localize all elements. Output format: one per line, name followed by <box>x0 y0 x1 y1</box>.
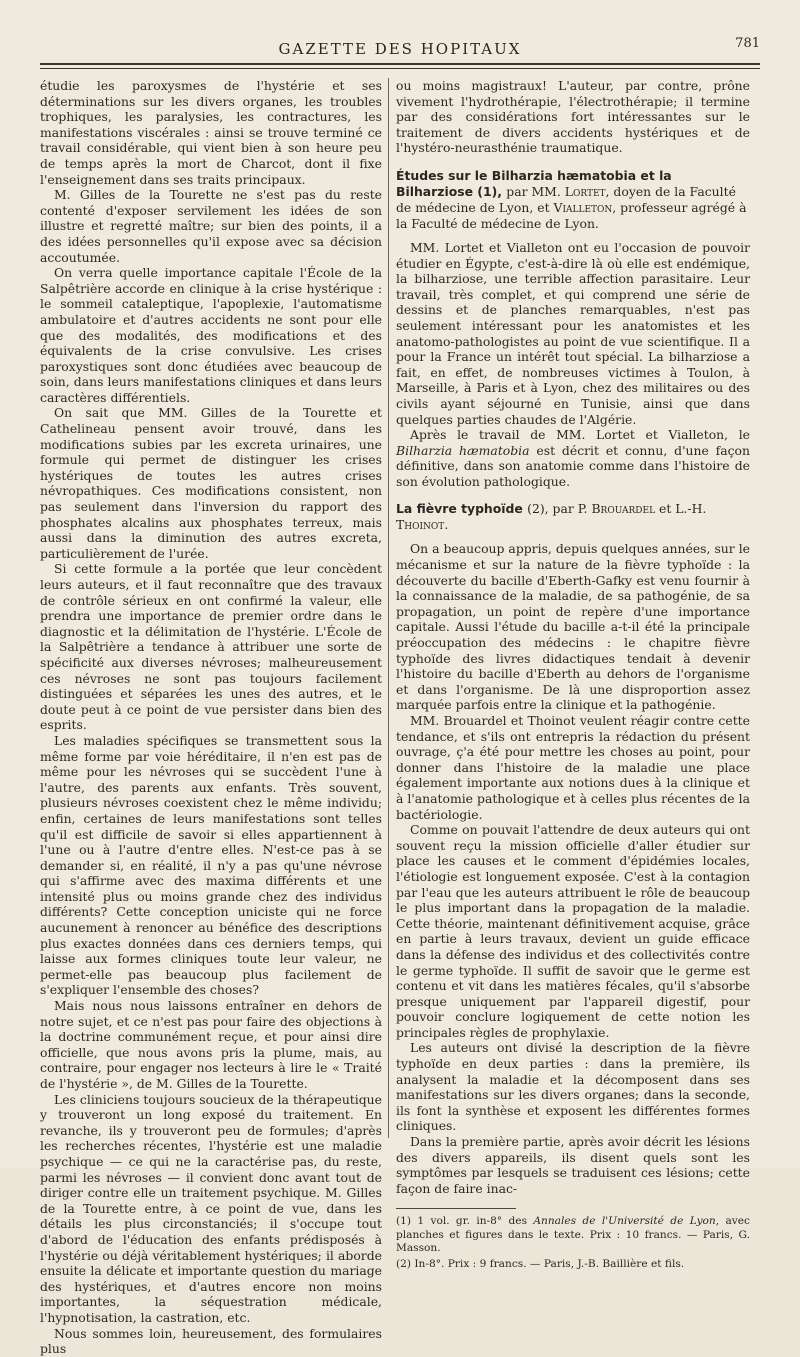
text-run: , avec planches et figures dans le texte. Prix : 10 francs. — Paris, G. Masson. <box>396 1215 750 1255</box>
paragraph: Les maladies spécifiques se transmettent sous la même forme par voie héréditaire, il n'en est pas de même pour les névroses qui se succèdent l'une à l'autre, des parents aux enfants. Très souvent, plusieurs névroses coexistent chez le même individu; enfin, certaines de leurs manifestations sont telles qu'il est difficile de savoir si elles appartiennent à l'une ou à l'autre d'entre elles. N'est-ce pas à se demander si, en réalité, il n'y a pas qu'une névrose qui s'affirme avec des maxima différents et une intensité plus ou moins grande chez des individus différents? Cette conception uniciste qui ne force aucunement à renoncer au bénéfice des descriptions plus exactes données dans ces derniers temps, qui laisse aux formes cliniques toute leur valeur, ne permet-elle pas beaucoup plus facilement de s'expliquer l'ensemble des choses? <box>40 732 382 998</box>
author-name: Thoinot <box>396 517 445 533</box>
section-heading-typhoid <box>396 501 750 533</box>
footnote-1 <box>396 1215 750 1256</box>
byline-text: , doyen de la Faculté de médecine de Lyon, et <box>396 183 736 215</box>
paragraph: Les auteurs ont divisé la description de la fièvre typhoïde en deux parties : dans la première, ils analysent la maladie et la décomposent dans ses manifestations sur les divers organes; dans la seconde, ils font la synthèse et exposent les différentes formes cliniques. <box>396 1040 750 1134</box>
paragraph: Comme on pouvait l'attendre de deux auteurs qui ont souvent reçu la mission officielle d'aller étudier sur place les causes et le comment d'épidémies locales, l'étiologie est longuement exposée. C'est à la contagion par l'eau que les auteurs attribuent le rôle de beaucoup le plus important dans la propagation de la maladie. Cette théorie, maintenant définitivement acquise, grâce en partie à leurs travaux, devient un guide efficace dans la défense des individus et des collectivités contre le germe typhoïde. Il suffit de savoir que le germe est contenu et vit dans les matières fécales, qu'il s'absorbe presque uniquement par l'appareil digestif, pour pouvoir conclure logiquement de cette notion les principales règles de prophylaxie. <box>396 822 750 1040</box>
footnote-rule <box>396 1208 516 1209</box>
byline-text: et L.-H. <box>659 501 707 517</box>
section-heading-bilharzia <box>396 168 750 232</box>
italic-term: Bilharzia hæmatobia <box>396 442 530 458</box>
author-name: Vialleton <box>553 199 613 215</box>
section-title: La fièvre typhoïde <box>396 501 523 517</box>
left-column <box>40 78 382 1357</box>
section-title: Études sur le Bilharzia hæmatobia et la Bilharziose (1), <box>396 167 672 199</box>
paragraph: ou moins magistraux! L'auteur, par contre, prône vivement l'hydrothérapie, l'électrothérapie; il termine par des considérations fort intéressantes sur le traitement de divers accidents hystériques et de l'hystéro-neurasthénie traumatique. <box>396 78 750 156</box>
paragraph: Mais nous nous laissons entraîner en dehors de notre sujet, et ce n'est pas pour faire des objections à la doctrine communément reçue, et pour ainsi dire officielle, que nous avons pris la plume, mais, au contraire, pour engager nos lecteurs à lire le « Traité de l'hystérie », de M. Gilles de la Tourette. <box>40 998 382 1091</box>
paragraph: étudie les paroxysmes de l'hystérie et ses déterminations sur les divers organes, les troubles trophiques, les paralysies, les contractures, les manifestations viscérales : ainsi se trouve terminé ce travail considérable, qui vient bien à son heure peu de temps après la mort de Charcot, dont il fixe l'enseignement dans ses traits principaux. <box>40 78 382 187</box>
text-run: Après le travail de MM. Lortet et Vialleton, le <box>410 427 750 443</box>
paragraph: M. Gilles de la Tourette ne s'est pas du reste contenté d'exposer servilement les idées de son illustre et regretté maître; sur bien des points, il a des idées personnelles qu'il expose avec sa décision accoutumée. <box>40 187 382 265</box>
paragraph: On a beaucoup appris, depuis quelques années, sur le mécanisme et sur la nature de la fièvre typhoïde : la découverte du bacille d'Eberth-Gafky est venu fournir à la connaissance de la maladie, de sa pathogénie, de sa propagation, un point de repère d'une importance capitale. Aussi l'étude du bacille a-t-il été la principale préoccupation des médecins : le chapitre fièvre typhoïde des livres didactiques tendait à devenir l'histoire du bacille d'Eberth au dehors de l'organisme et dans l'organisme. De là une disproportion assez marquée parfois entre la clinique et la pathogénie. <box>396 541 750 713</box>
header-rule-thick <box>40 63 760 65</box>
running-head <box>40 36 760 62</box>
footnotes <box>396 1215 750 1271</box>
page-number: 781 <box>735 36 760 51</box>
paragraph: Les cliniciens toujours soucieux de la thérapeutique y trouveront un long exposé du traitement. En revanche, ils y trouveront peu de formules; d'après les recherches récentes, l'hystérie est une maladie psychique — ce qui ne la caractérise pas, du reste, parmi les névroses — il convient donc avant tout de diriger contre elle un traitement psychique. M. Gilles de la Tourette entre, à ce point de vue, dans les détails les plus circonstanciés; il s'occupe tout d'abord de l'éducation des enfants prédisposés à l'hystérie ou déjà véritablement hystériques; il aborde ensuite la délicate et importante question du mariage des hystériques, et d'autres encore non moins importantes, la séquestration médicale, l'hypnotisation, la castration, etc. <box>40 1091 382 1325</box>
byline-text: , professeur agrégé à la Faculté de médecine de Lyon. <box>396 199 747 231</box>
paragraph: MM. Lortet et Vialleton ont eu l'occasion de pouvoir étudier en Égypte, c'est-à-dire là où elle est endémique, la bilharziose, une terrible affection parasitaire. Leur travail, très complet, et qui comprend une série de dessins et de planches remarquables, n'est pas seulement intéressant pour les anatomistes et les anatomo-pathologistes au point de vue scientifique. Il a pour la France un intérêt tout spécial. La bilharziose a fait, en effet, de nombreuses victimes à Toulon, à Marseille, à Paris et à Lyon, chez des militaires ou des civils ayant séjourné en Tunisie, ainsi que dans quelques parties chaudes de l'Algérie. <box>396 239 750 427</box>
column-divider <box>388 78 389 1138</box>
paragraph: MM. Brouardel et Thoinot veulent réagir contre cette tendance, et s'ils ont entrepris la rédaction du présent ouvrage, ç'a été pour mettre les choses au point, pour donner dans l'histoire de la maladie une place également importante aux notions dues à la clinique et à l'anatomie pathologique et à celles plus récentes de la bactériologie. <box>396 713 750 822</box>
footnote-2: (2) In-8°. Prix : 9 francs. — Paris, J.-B. Baillière et fils. <box>396 1257 685 1270</box>
text-run: (1) 1 vol. gr. in-8° des <box>396 1215 528 1228</box>
right-column <box>396 78 750 1273</box>
paragraph <box>396 427 750 489</box>
author-name: Lortet <box>564 183 606 199</box>
byline-text: par MM. <box>506 183 561 199</box>
journal-title: GAZETTE DES HOPITAUX <box>278 40 522 58</box>
author-name: Brouardel <box>591 501 656 517</box>
paragraph: Dans la première partie, après avoir décrit les lésions des divers appareils, ils disent quels sont les symptômes par lesquels se traduisent ces lésions; cette façon de faire inac- <box>396 1134 750 1196</box>
header-rule-thin <box>40 68 760 69</box>
paragraph: Si cette formule a la portée que leur concèdent leurs auteurs, et il faut reconnaître que des travaux de contrôle sérieux en ont confirmé la valeur, elle prendra une importance de premier ordre dans le diagnostic et la délimitation de l'hystérie. L'École de la Salpêtrière a tendance à attribuer une sorte de spécificité aux diverses névroses; malheureusement ces névroses ne sont pas toujours facilement distinguées et séparées les unes des autres, et le doute peut à ce point de vue persister dans bien des esprits. <box>40 561 382 733</box>
text-run: est décrit et connu, d'une façon définitive, dans son anatomie comme dans l'histoire de son évolution pathologique. <box>396 442 750 489</box>
italic-title: Annales de l'Université de Lyon <box>533 1215 716 1228</box>
byline-text: . <box>444 517 449 533</box>
paragraph: On verra quelle importance capitale l'École de la Salpêtrière accorde en clinique à la crise hystérique : le sommeil cataleptique, l'apoplexie, l'automatisme ambulatoire et d'autres accidents ne sont pour elle que des modalités, des modifications et des équivalents de la crise convulsive. Les crises paroxystiques sont donc étudiées avec beaucoup de soin, dans leurs manifestations cliniques et dans leurs caractères différentiels. <box>40 265 382 405</box>
paragraph: Nous sommes loin, heureusement, des formulaires plus <box>40 1325 382 1357</box>
byline-text: (2), par P. <box>527 501 588 517</box>
paragraph: On sait que MM. Gilles de la Tourette et Cathelineau pensent avoir trouvé, dans les modifications subies par les excreta urinaires, une formule qui permet de distinguer les crises hystériques de toutes les autres crises névropathiques. Ces modifications consistent, non pas seulement dans l'inversion du rapport des phosphates alcalins aux phosphates terreux, mais aussi dans la diminution des autres excreta, particulièrement de l'urée. <box>40 405 382 561</box>
